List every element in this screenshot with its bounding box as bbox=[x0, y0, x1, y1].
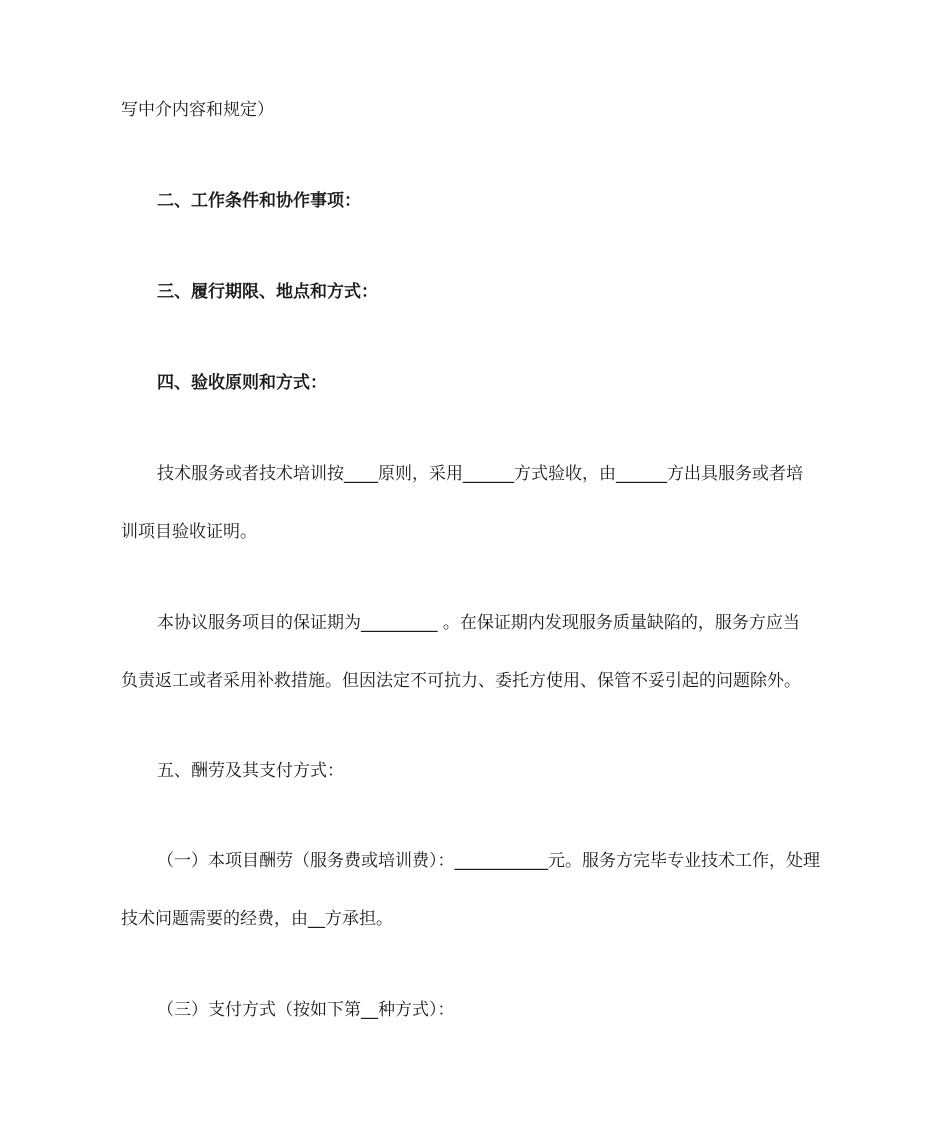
paragraph-fee-line-2: 技术问题需要的经费，由__方承担。 bbox=[121, 909, 393, 929]
section-heading-4: 四、验收原则和方式： bbox=[157, 373, 327, 393]
paragraph-warranty-line-2: 负责返工或者采用补救措施。但因法定不可抗力、委托方使用、保管不妥引起的问题除外。 bbox=[121, 671, 801, 691]
paragraph-acceptance-line-2: 训项目验收证明。 bbox=[121, 522, 257, 542]
paragraph-fee-line-1: （一）本项目酬劳（服务费或培训费）：___________元。服务方完毕专业技术工作，处理 bbox=[157, 851, 820, 871]
paragraph-warranty-line-1: 本协议服务项目的保证期为_________ 。在保证期内发现服务质量缺陷的，服务方应当 bbox=[157, 613, 800, 633]
section-heading-3: 三、履行期限、地点和方式： bbox=[157, 282, 378, 302]
paragraph-acceptance-line-1: 技术服务或者技术培训按____原则，采用______方式验收，由______方出具服务或者培 bbox=[157, 464, 803, 484]
section-heading-5: 五、酬劳及其支付方式： bbox=[157, 761, 344, 781]
paragraph-payment-method: （三）支付方式（按如下第__种方式）： bbox=[157, 1000, 455, 1020]
section-heading-2: 二、工作条件和协作事项： bbox=[157, 191, 361, 211]
text-line-intro-continuation: 写中介内容和规定） bbox=[121, 100, 274, 120]
